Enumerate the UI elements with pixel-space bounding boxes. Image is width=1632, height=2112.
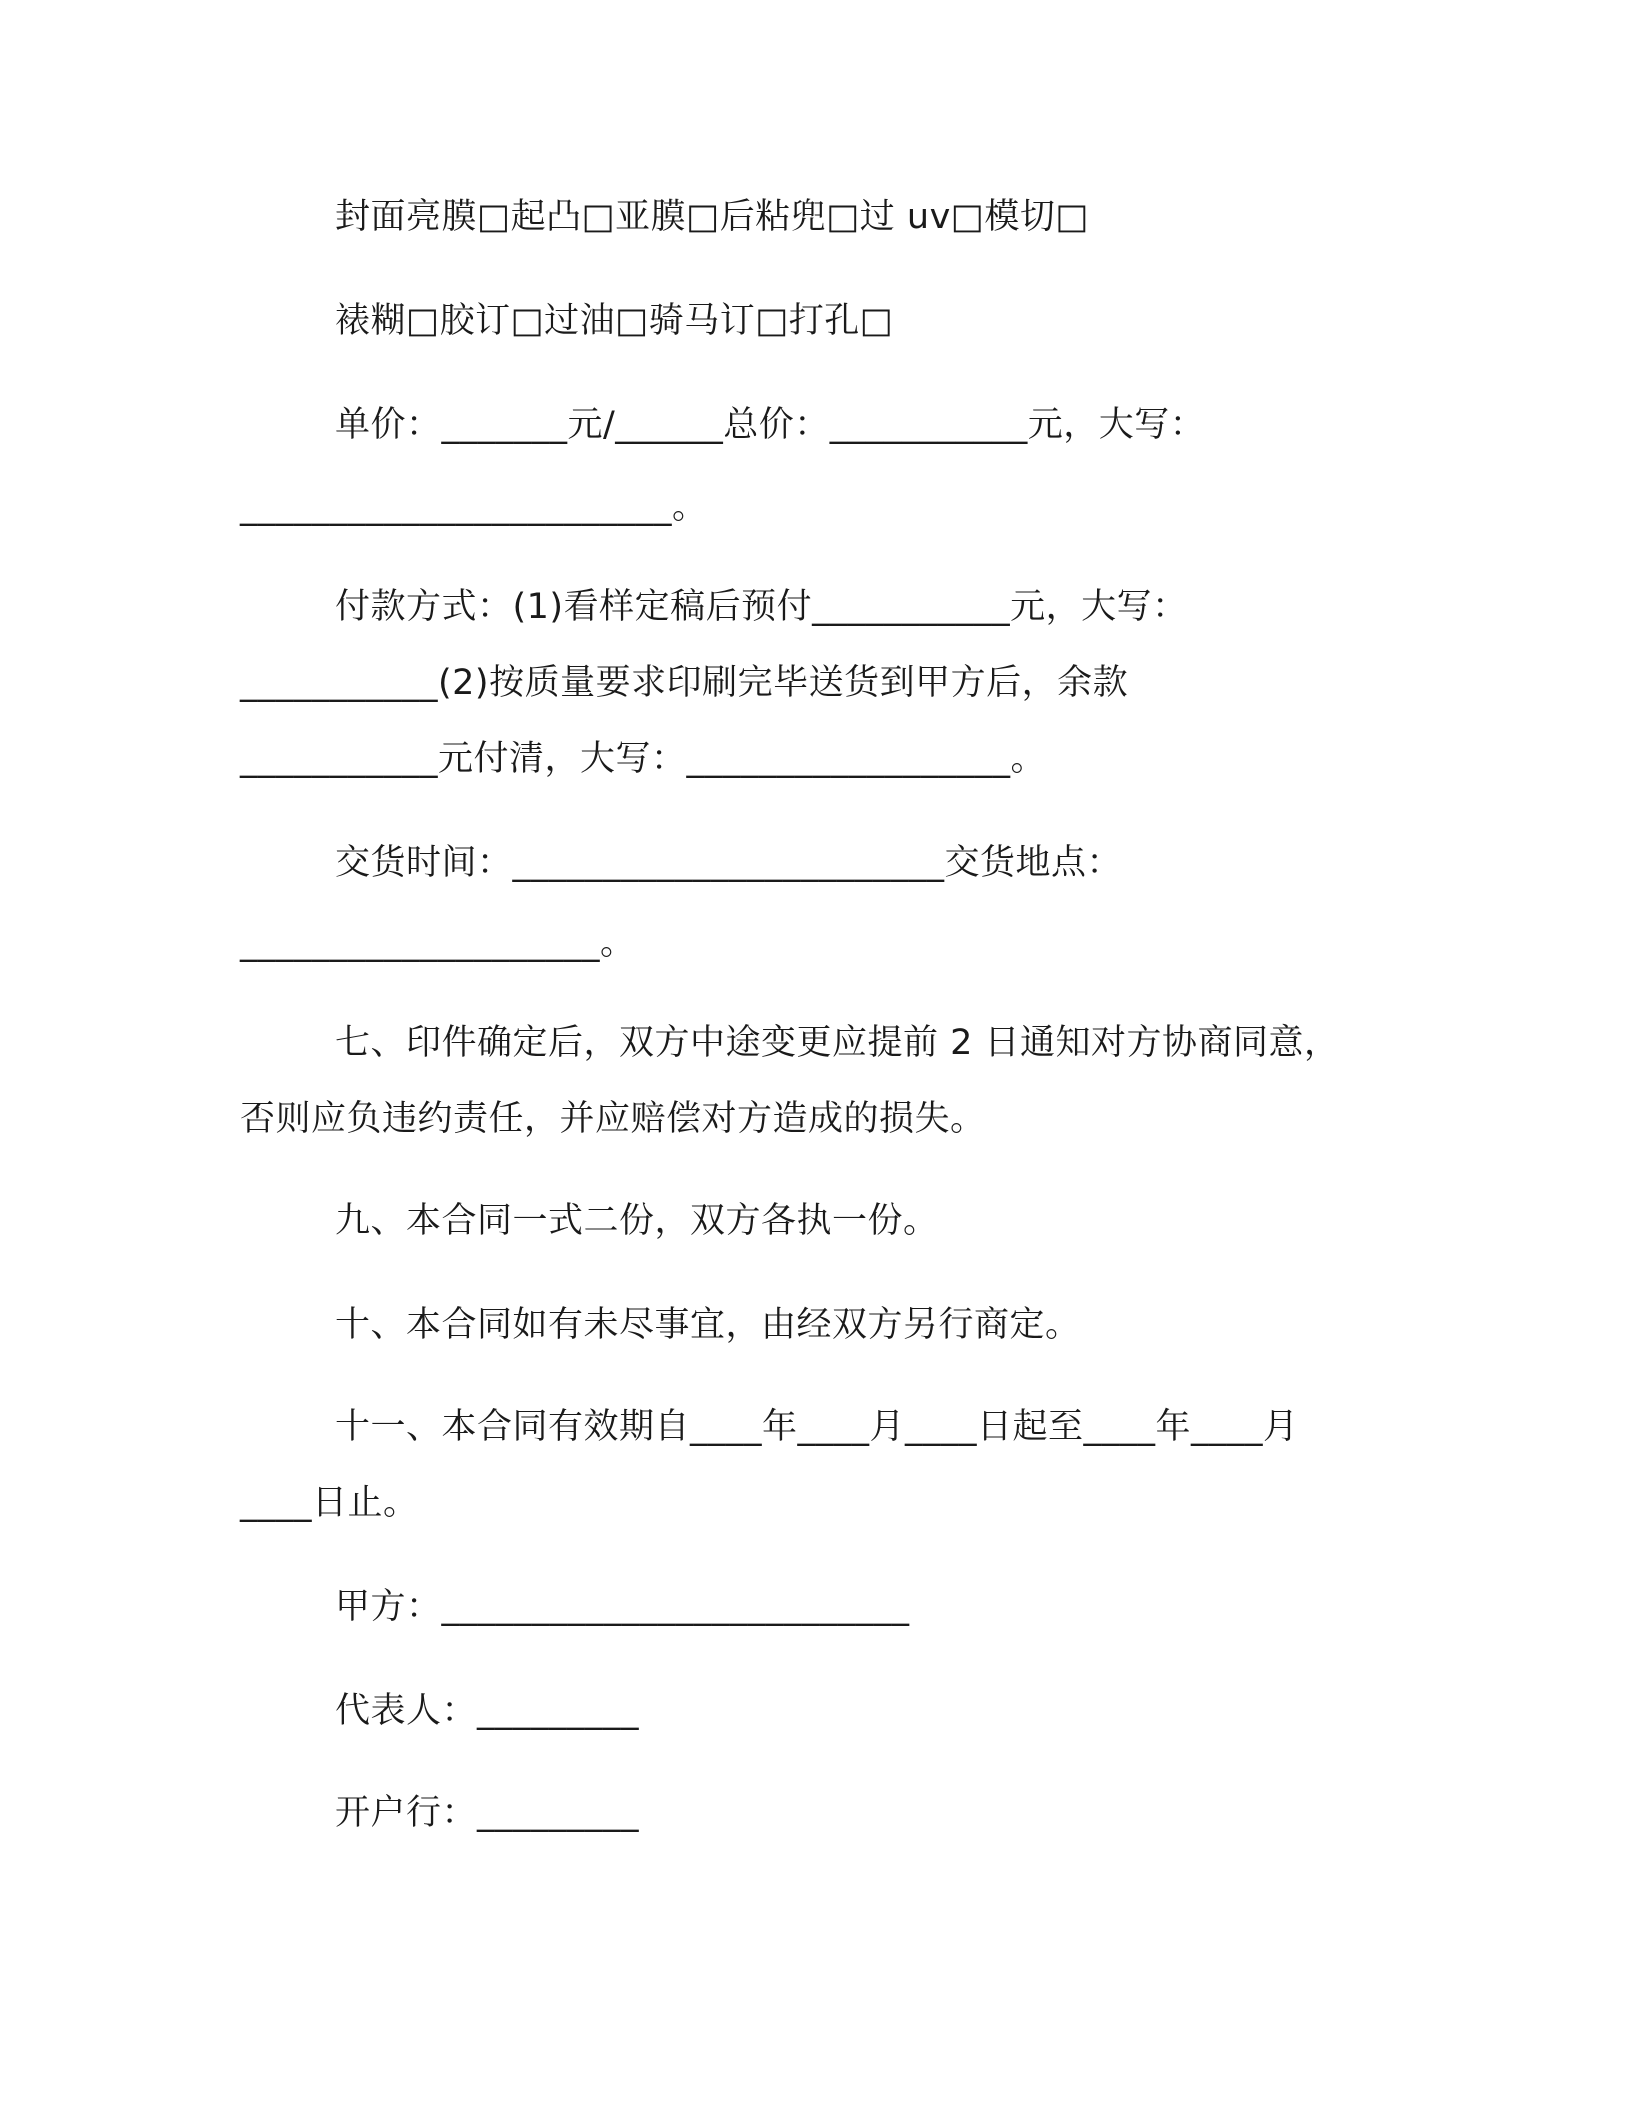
finishing-options-line-1: 封面亮膜□起凸□亚膜□后粘兜□过 uv□模切□ — [335, 197, 1089, 237]
clause-seven-line-1: 七、印件确定后，双方中途变更应提前 2 日通知对方协商同意， — [335, 1023, 1340, 1063]
unit-price-continuation: ________________________。 — [240, 487, 708, 527]
payment-method-line: 付款方式：(1)看样定稿后预付___________元，大写： — [335, 587, 1188, 627]
clause-eleven-line-1: 十一、本合同有效期自____年____月____日起至____年____月 — [335, 1407, 1299, 1447]
clause-seven-line-2: 否则应负违约责任，并应赔偿对方造成的损失。 — [240, 1099, 986, 1139]
bank-line: 开户行：_________ — [335, 1793, 640, 1833]
payment-method-continuation-1: ___________(2)按质量要求印刷完毕送货到甲方后，余款 — [240, 663, 1129, 703]
finishing-options-line-2: 裱糊□胶订□过油□骑马订□打孔□ — [335, 301, 894, 341]
unit-price-line: 单价：_______元/______总价：___________元，大写： — [335, 405, 1206, 445]
clause-ten: 十、本合同如有未尽事宜，由经双方另行商定。 — [335, 1305, 1081, 1345]
clause-eleven-line-2: ____日止。 — [240, 1483, 419, 1523]
payment-method-continuation-2: ___________元付清，大写：__________________。 — [240, 739, 1047, 779]
delivery-continuation: ____________________。 — [240, 923, 636, 963]
clause-nine: 九、本合同一式二份，双方各执一份。 — [335, 1201, 939, 1241]
delivery-line: 交货时间：________________________交货地点： — [335, 843, 1123, 883]
representative-line: 代表人：_________ — [335, 1691, 640, 1731]
party-a-line: 甲方：__________________________ — [335, 1587, 910, 1627]
